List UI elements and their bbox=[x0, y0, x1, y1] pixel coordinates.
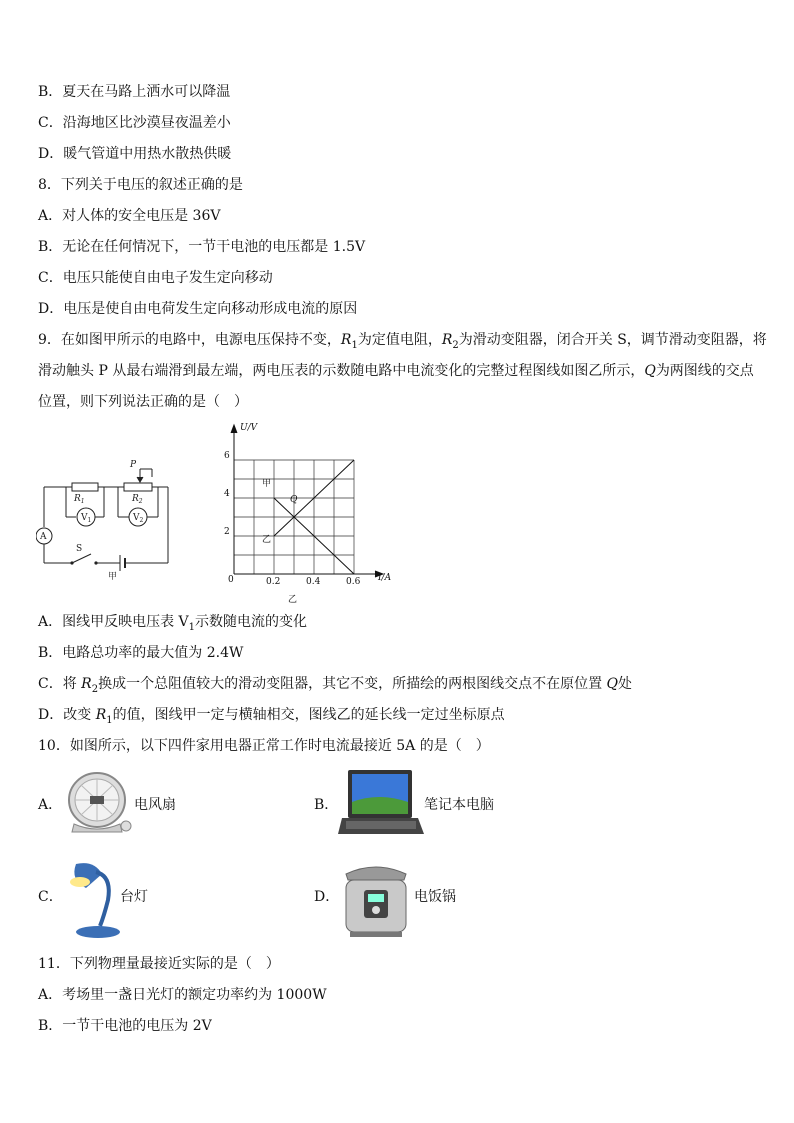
q9-line2: 滑动触头 P 从最右端滑到最左端，两电压表的示数随电路中电流变化的完整过程图线如图乙所示，Q为两图线的交点 bbox=[38, 363, 754, 379]
line-q8a: A．对人体的安全电压是 36V bbox=[38, 208, 221, 224]
intersection-label: Q bbox=[290, 495, 298, 505]
q10-option-c: C． 台灯 bbox=[38, 860, 298, 930]
q9-line3: 位置，则下列说法正确的是（ ） bbox=[38, 394, 248, 410]
label-v1: $V_1$ bbox=[81, 513, 92, 524]
y-tick: 4 bbox=[224, 489, 230, 499]
x-tick: 0.4 bbox=[306, 577, 321, 587]
series-label-yi: 乙 bbox=[262, 535, 272, 545]
fan-icon bbox=[64, 770, 134, 838]
x-axis-label: I/A bbox=[378, 573, 392, 583]
rice-cooker-icon bbox=[340, 860, 412, 940]
x-tick: 0.6 bbox=[346, 577, 361, 587]
q9-option-c: C．将 $R_2$换成一个总阻值较大的滑动变阻器，其它不变，所描绘的两根图线交点不在原位置 Q处 bbox=[38, 676, 633, 695]
label-r2: $R_2$ bbox=[132, 494, 143, 505]
q9-option-a: A．图线甲反映电压表 $V_1$示数随电流的变化 bbox=[38, 614, 308, 633]
y-axis-label: U/V bbox=[240, 423, 258, 433]
line-q7c: C．沿海地区比沙漠昼夜温差小 bbox=[38, 115, 231, 131]
graph-caption: 乙 bbox=[288, 595, 298, 605]
u-i-graph bbox=[220, 420, 400, 610]
circuit-diagram bbox=[36, 455, 176, 585]
line-q7d: D．暖气管道中用热水散热供暖 bbox=[38, 146, 232, 162]
q9-line1: 9．在如图甲所示的电路中，电源电压保持不变，$R_1$为定值电阻，$R_2$为滑动变阻器，闭合开关 S，调节滑动变阻器，将 bbox=[38, 332, 767, 351]
laptop-icon bbox=[338, 768, 424, 840]
series-label-jia: 甲 bbox=[262, 479, 272, 489]
label-s: S bbox=[76, 544, 83, 554]
circuit-caption: 甲 bbox=[108, 572, 118, 582]
q10-option-d: D． 电饭锅 bbox=[314, 860, 574, 930]
q10-stem: 10．如图所示，以下四件家用电器正常工作时电流最接近 5A 的是（ ） bbox=[38, 738, 490, 754]
q10-option-b: B． 笔记本电脑 bbox=[314, 768, 574, 838]
line-q8d: D．电压是使自由电荷发生定向移动形成电流的原因 bbox=[38, 301, 358, 317]
q11-option-b: B．一节干电池的电压为 2V bbox=[38, 1018, 212, 1034]
y-tick: 6 bbox=[224, 451, 230, 461]
q11-option-a: A．考场里一盏日光灯的额定功率约为 1000W bbox=[38, 987, 327, 1003]
label-a: A bbox=[40, 532, 47, 542]
q9-option-d: D．改变 $R_1$的值，图线甲一定与横轴相交，图线乙的延长线一定过坐标原点 bbox=[38, 707, 505, 726]
line-q8b: B．无论在任何情况下，一节干电池的电压都是 1.5V bbox=[38, 239, 366, 255]
label-r1: $R_1$ bbox=[74, 494, 85, 505]
q9-option-b: B．电路总功率的最大值为 2.4W bbox=[38, 645, 244, 661]
q10-option-a: A． 电风扇 bbox=[38, 768, 298, 838]
label-v2: $V_2$ bbox=[133, 513, 144, 524]
label-p: P bbox=[130, 460, 137, 470]
line-q7b: B．夏天在马路上洒水可以降温 bbox=[38, 84, 231, 100]
y-tick: 2 bbox=[224, 527, 230, 537]
x-tick: 0.2 bbox=[266, 577, 281, 587]
line-q8: 8．下列关于电压的叙述正确的是 bbox=[38, 177, 243, 193]
q11-stem: 11．下列物理量最接近实际的是（ ） bbox=[38, 956, 280, 972]
origin-label: 0 bbox=[228, 575, 234, 585]
line-q8c: C．电压只能使自由电子发生定向移动 bbox=[38, 270, 273, 286]
